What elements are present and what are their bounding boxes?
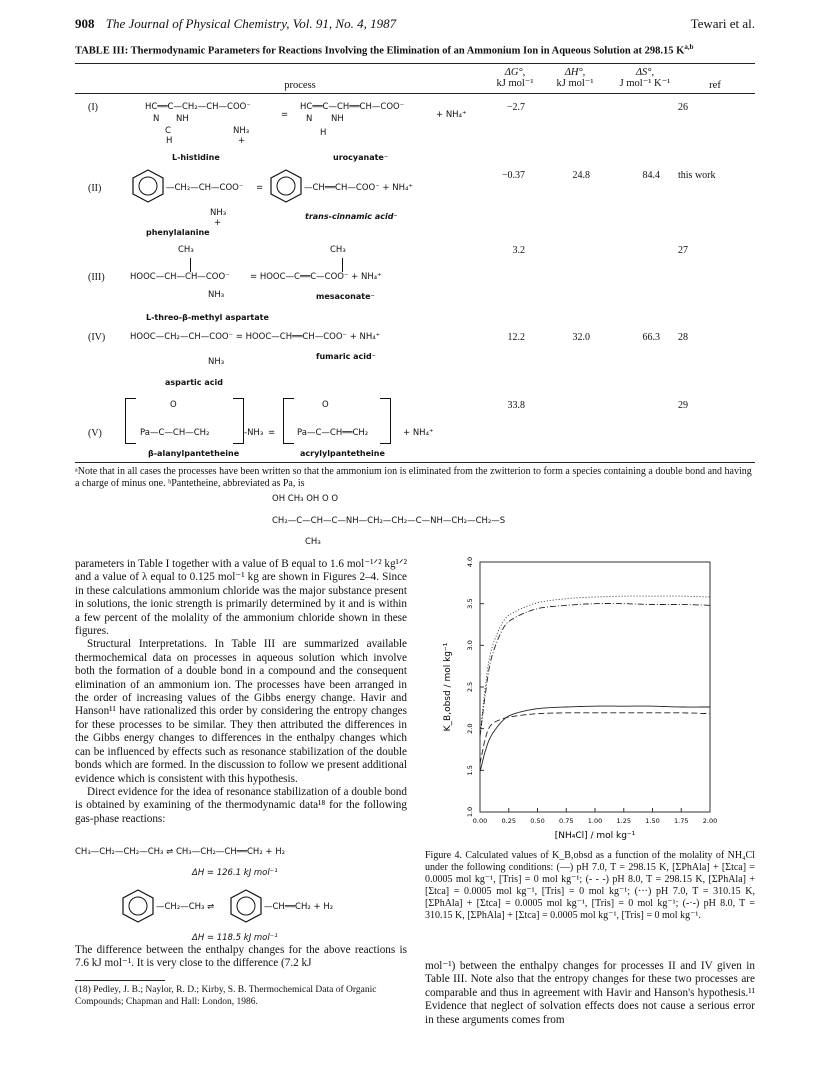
x-tick-label: 0.75 <box>559 817 574 825</box>
row-5-id: (V) <box>88 428 102 439</box>
row-1-n: N <box>153 114 160 124</box>
col-process: process <box>284 80 316 91</box>
series-line-dashdot <box>480 604 710 738</box>
running-header <box>75 16 755 32</box>
x-tick-label: 2.00 <box>702 817 718 825</box>
paragraph-4-text: The difference between the enthalpy changes for the above reactions is 7.6 kJ mol⁻¹. It is very close to the difference (7.2 kJ <box>75 944 407 970</box>
footnote-b-text: ᵇPantetheine, abbreviated as Pa, is <box>168 478 305 489</box>
row-5-bracket-l1 <box>125 398 136 444</box>
y-tick-label: 3.5 <box>466 598 474 609</box>
right-paragraph-1: mol⁻¹) between the enthalpy changes for processes II and IV given in Table III. Note also that the entropy changes for these two processes are comparable and thus in agreement with Havir and Hanson's hypothesis.¹¹ Evidence that neglect of solvation effects does not cause a serious error in these arguments comes from <box>425 960 755 1026</box>
page-number: 908 <box>75 16 95 31</box>
right-column-text <box>425 960 755 1027</box>
x-tick-label: 0.50 <box>530 817 545 825</box>
paragraph-4 <box>75 944 407 971</box>
table-caption-marks: a,b <box>684 43 694 51</box>
gas-reaction-1-dh: ΔH = 126.1 kJ mol⁻¹ <box>192 868 278 878</box>
col-dh <box>540 67 610 89</box>
row-2-nh3: NH₃ <box>210 208 227 218</box>
row-5-dg: 33.8 <box>507 400 525 411</box>
x-tick-label: 1.50 <box>645 817 660 825</box>
row-3-product-name: mesaconate⁻ <box>316 292 375 301</box>
row-2-dg: −0.37 <box>501 170 525 181</box>
table-caption-text: TABLE III: Thermodynamic Parameters for Reactions Involving the Elimination of an Ammonium Ion in Aqueous Solution at 298.15 K <box>75 45 685 57</box>
row-5-o-left: O <box>170 400 177 410</box>
row-5-reactant-name: β-alanylpantetheine <box>148 449 240 458</box>
row-1-p-h: H <box>320 128 327 138</box>
row-3-ref: 27 <box>678 245 688 256</box>
paragraph-2: Structural Interpretations. In Table III are summarized available thermochemical data on processes in aqueous solution which involve both the formation of a double bond in a compound and the consequent elimination of an ammonium ion. The processes have been arranged in the order of increasing values of the Gibbs energy change. Havir and Hanson¹¹ have rationalized this order by considering the entropy changes for these processes to be similar. They then attributed the differences in the Gibbs energy changes to differences in the enthalpy changes which can be influenced by effects such as resonance stabilization of the double bonds which are formed. In the discussion to follow we present additional evidence which is consistent with this hypothesis. <box>75 638 407 785</box>
x-tick-label: 1.75 <box>674 817 689 825</box>
table-caption <box>75 43 755 57</box>
row-3-nh3: NH₃ <box>208 290 225 300</box>
reference-18: (18) Pedley, J. B.; Naylor, R. D.; Kirby, S. B. Thermochemical Data of Organic Compounds; Chapman and Hall: London, 1986. <box>75 985 377 1007</box>
y-tick-label: 2.0 <box>466 723 474 734</box>
col-dh-unit: kJ mol⁻¹ <box>556 78 594 89</box>
row-2-ref: this work <box>678 170 716 181</box>
row-4-reactant-name: aspartic acid <box>165 378 223 387</box>
col-dg-label: ΔG°, <box>504 67 526 78</box>
row-3-ch3-right: CH₃ <box>330 245 346 255</box>
paragraph-3: Direct evidence for the idea of resonance stabilization of a double bond is obtained by examining of the thermodynamic data¹⁸ for the following gas-phase reactions: <box>75 785 407 825</box>
row-3-reactant-name: L-threo-β-methyl aspartate <box>146 313 269 322</box>
row-1-ref: 26 <box>678 102 688 113</box>
benzene-ring-icon <box>228 888 264 924</box>
row-5-nh4: + NH₄⁺ <box>403 428 434 438</box>
pantetheine-main: CH₂—C—CH—C—NH—CH₂—CH₂—C—NH—CH₂—CH₂—S <box>272 516 506 526</box>
footnote-a-text: ᵃNote that in all cases the processes have been written so that the ammonium ion is eliminated from the zwitterion to form a species containing a double bond and having a charge of minus one. <box>75 466 752 489</box>
row-2-eq: = <box>256 183 264 193</box>
row-4-dg: 12.2 <box>507 332 525 343</box>
row-4-id: (IV) <box>88 332 106 343</box>
row-5-ref: 29 <box>678 400 688 411</box>
row-4-ds: 66.3 <box>642 332 660 343</box>
gas-reaction-2-right: —CH══CH₂ + H₂ <box>264 902 334 912</box>
gas-reaction-1: CH₃—CH₂—CH₂—CH₃ ⇌ CH₃—CH₂—CH══CH₂ + H₂ <box>75 847 286 857</box>
row-3-product-formula: = HOOC—C══C—COO⁻ + NH₄⁺ <box>250 272 382 282</box>
gas-reaction-2-dh: ΔH = 118.5 kJ mol⁻¹ <box>192 933 278 943</box>
paragraph-1: parameters in Table I together with a value of B equal to 1.6 mol⁻¹ᐟ² kg¹ᐟ² and a value of λ equal to 0.125 mol⁻¹ kg are shown in Figures 2–4. Since in these calculations ammonium chloride was the major substance present in solutions, the ionic strength is primarily determined by it and is within a few percent of the molality of the ammonium chloride shown in these figures. <box>75 558 407 638</box>
row-1-eq: = <box>281 110 289 120</box>
benzene-ring-icon <box>268 168 304 204</box>
row-4-dh: 32.0 <box>572 332 590 343</box>
series-line-dashed <box>480 713 710 764</box>
row-1-p-n: N <box>306 114 313 124</box>
row-1-nh4: + NH₄⁺ <box>436 110 467 120</box>
col-ref: ref <box>709 80 721 91</box>
figure-4-chart <box>440 556 740 846</box>
row-3-dg: 3.2 <box>512 245 525 256</box>
row-1-reactant-formula: HC══C—CH₂—CH—COO⁻ <box>145 102 251 112</box>
running-authors: Tewari et al. <box>690 16 755 31</box>
row-5-eq: = <box>268 428 276 438</box>
row-1-product-name: urocyanate⁻ <box>333 153 389 162</box>
benzene-ring-icon <box>130 168 166 204</box>
row-5-nh3: -NH₃ <box>244 428 264 438</box>
row-3-bond-right <box>342 258 343 272</box>
row-2-product-name: trans-cinnamic acid⁻ <box>305 212 398 221</box>
table-footnote-a <box>75 466 755 490</box>
row-3-ch3-left: CH₃ <box>178 245 194 255</box>
row-3-bond-left <box>190 258 191 272</box>
x-tick-label: 1.00 <box>587 817 603 825</box>
row-1-c: C <box>165 126 171 136</box>
x-tick-label: 0.00 <box>472 817 488 825</box>
row-2-plus: + <box>214 218 222 228</box>
row-5-reactant-formula: Pa—C—CH—CH₂ <box>140 428 210 438</box>
row-1-reactant-name: L-histidine <box>172 153 220 162</box>
row-1-product-formula: HC══C—CH══CH—COO⁻ <box>300 102 405 112</box>
row-5-bracket-l2 <box>283 398 294 444</box>
row-5-o-right: O <box>322 400 329 410</box>
row-1-plus: + <box>238 136 246 146</box>
footnote-rule <box>75 980 165 981</box>
row-5-product-formula: Pa—C—CH══CH₂ <box>297 428 369 438</box>
row-1-nh3: NH₃ <box>233 126 250 136</box>
row-3-id: (III) <box>88 272 105 283</box>
row-1-h: H <box>166 136 173 146</box>
row-5-bracket-r1 <box>233 398 244 444</box>
row-1-dg: −2.7 <box>506 102 525 113</box>
col-ds-unit: J mol⁻¹ K⁻¹ <box>619 78 671 89</box>
row-1-nh: NH <box>176 114 189 124</box>
col-dg-unit: kJ mol⁻¹ <box>496 78 534 89</box>
x-tick-label: 1.25 <box>616 817 631 825</box>
row-2-reactant-formula: —CH₂—CH—COO⁻ <box>166 183 244 193</box>
gas-reaction-2-left: —CH₂—CH₃ ⇌ <box>156 902 215 912</box>
row-1-p-nh: NH <box>331 114 344 124</box>
row-4-ref: 28 <box>678 332 688 343</box>
benzene-ring-icon <box>120 888 156 924</box>
pantetheine-bottom: CH₃ <box>305 537 321 547</box>
y-axis-label: K_B,obsd / mol kg⁻¹ <box>443 642 453 732</box>
col-dh-label: ΔH°, <box>564 67 586 78</box>
journal-name: The Journal of Physical Chemistry, Vol. 91, No. 4, 1987 <box>105 16 397 31</box>
y-tick-label: 4.0 <box>466 556 474 568</box>
row-2-ds: 84.4 <box>642 170 660 181</box>
figure-4-caption: Figure 4. Calculated values of K_B,obsd as a function of the molality of NH₄Cl under the following conditions: (—) pH 7.0, T = 298.15 K, [ΣPhAla] + [Σtca] = 0.0005 mol kg⁻¹, [Tris] = 0 mol kg⁻¹; (- - -) pH 8.0, T = 298.15 K, [ΣPhAla] + [Σtca] = 0.0005 mol kg⁻¹, [Tris] = 0 mol kg⁻¹; (···) pH 7.0, T = 310.15 K, [ΣPhAla] + [Σtca] = 0.0005 mol kg⁻¹, [Tris] = 0 mol kg⁻¹; (-·-) pH 8.0, T = 310.15 K, [ΣPhAla] + [Σtca] = 0.0005 mol kg⁻¹, [Tris] = 0 mol kg⁻¹. <box>425 850 755 921</box>
y-tick-label: 1.5 <box>466 765 474 776</box>
table-bottom-rule <box>75 462 755 463</box>
row-1-id: (I) <box>88 102 98 113</box>
row-4-nh3: NH₃ <box>208 357 225 367</box>
col-ds <box>605 67 685 89</box>
x-tick-label: 0.25 <box>501 817 516 825</box>
series-lines <box>480 596 710 772</box>
table-top-rule <box>75 63 755 64</box>
table-header-rule <box>75 93 755 94</box>
row-5-product-name: acrylylpantetheine <box>300 449 385 458</box>
y-tick-label: 2.5 <box>466 681 474 693</box>
row-2-reactant-name: phenylalanine <box>146 228 210 237</box>
plot-frame <box>480 562 710 812</box>
x-axis-label: [NH₄Cl] / mol kg⁻¹ <box>554 831 636 841</box>
y-tick-label: 1.0 <box>466 806 474 818</box>
row-4-product-name: fumaric acid⁻ <box>316 352 376 361</box>
row-2-product-formula: —CH══CH—COO⁻ + NH₄⁺ <box>304 183 413 193</box>
left-column-text <box>75 558 407 826</box>
pantetheine-top: OH CH₃ OH O O <box>272 494 339 504</box>
col-ds-label: ΔS°, <box>635 67 655 78</box>
row-2-id: (II) <box>88 183 102 194</box>
y-tick-label: 3.0 <box>466 640 474 651</box>
row-5-bracket-r2 <box>380 398 391 444</box>
row-4-formula: HOOC—CH₂—CH—COO⁻ = HOOC—CH══CH—COO⁻ + NH₄⁺ <box>130 332 381 342</box>
row-2-dh: 24.8 <box>572 170 590 181</box>
row-3-reactant-formula: HOOC—CH—CH—COO⁻ <box>130 272 230 282</box>
